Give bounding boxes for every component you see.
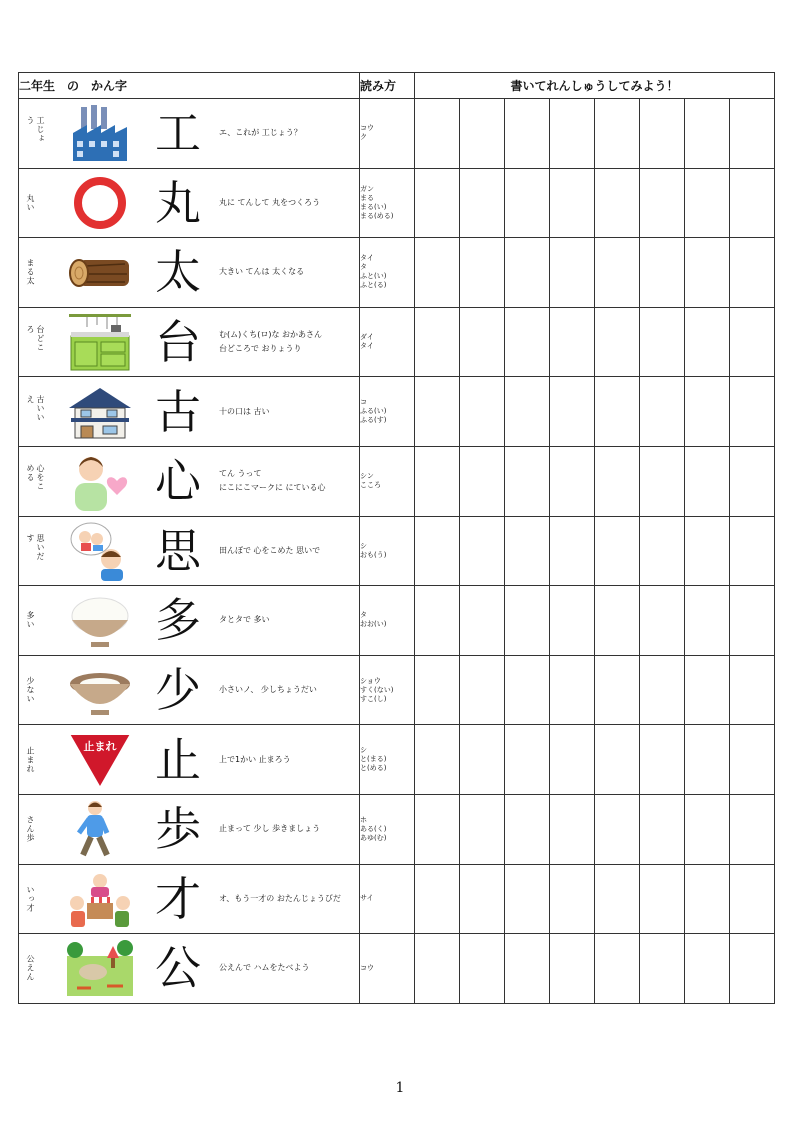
practice-box[interactable] xyxy=(640,99,685,169)
practice-box[interactable] xyxy=(415,446,460,516)
practice-box[interactable] xyxy=(415,934,460,1004)
kanji-table xyxy=(18,72,775,1004)
practice-box[interactable] xyxy=(640,238,685,308)
readings-cell xyxy=(360,307,415,377)
practice-box[interactable] xyxy=(505,864,550,934)
practice-box[interactable] xyxy=(460,516,505,586)
example-word: いっ才 xyxy=(26,885,35,913)
example-word: 古いいえ xyxy=(26,394,45,422)
sentence-line: エ、これが 工じょう？ xyxy=(219,128,302,138)
readings-cell xyxy=(360,168,415,238)
practice-box[interactable] xyxy=(505,725,550,795)
kanji-info-cell xyxy=(19,446,360,516)
readings-cell xyxy=(360,864,415,934)
practice-box[interactable] xyxy=(730,864,775,934)
practice-box[interactable] xyxy=(685,586,730,656)
reading: おも(う) xyxy=(360,550,387,559)
kanji-row xyxy=(19,238,775,308)
reading: タ xyxy=(360,263,367,272)
kanji-row xyxy=(19,99,775,169)
kanji-character: 才 xyxy=(155,871,201,926)
practice-box[interactable] xyxy=(595,238,640,308)
practice-box[interactable] xyxy=(505,99,550,169)
stop-sign-icon xyxy=(67,730,133,790)
reading: ある(く) xyxy=(360,824,387,833)
practice-box[interactable] xyxy=(685,446,730,516)
practice-box[interactable] xyxy=(550,307,595,377)
readings-cell xyxy=(360,934,415,1004)
full-rice-bowl-icon xyxy=(67,590,133,650)
kanji-info-cell xyxy=(19,934,360,1004)
practice-box[interactable] xyxy=(730,377,775,447)
readings-cell xyxy=(360,238,415,308)
kanji-row xyxy=(19,655,775,725)
readings-cell xyxy=(360,586,415,656)
example-word: 公えん xyxy=(26,954,35,982)
sentence-line: 田んぼで 心をこめた 思いで xyxy=(219,545,321,555)
reading: ふる(す) xyxy=(360,416,387,425)
kanji-character: 工 xyxy=(155,106,201,161)
practice-box[interactable] xyxy=(460,99,505,169)
kanji-row xyxy=(19,934,775,1004)
thinking-kids-icon xyxy=(67,521,133,581)
practice-box[interactable] xyxy=(640,794,685,864)
readings-cell xyxy=(360,794,415,864)
reading: あゆ(む) xyxy=(360,833,387,842)
practice-box[interactable] xyxy=(730,516,775,586)
practice-box[interactable] xyxy=(640,168,685,238)
readings-cell xyxy=(360,725,415,795)
reading: すこ(し) xyxy=(360,694,387,703)
practice-box[interactable] xyxy=(460,934,505,1004)
practice-box[interactable] xyxy=(505,307,550,377)
example-word: 多い xyxy=(26,611,35,630)
practice-box[interactable] xyxy=(460,168,505,238)
reading: シ xyxy=(360,746,367,755)
sentence-line: にこにこマークに にている心 xyxy=(219,483,326,493)
practice-box[interactable] xyxy=(730,238,775,308)
practice-box[interactable] xyxy=(730,725,775,795)
kanji-row xyxy=(19,586,775,656)
practice-box[interactable] xyxy=(505,655,550,725)
reading: ダイ xyxy=(360,333,374,342)
sentence-line: 小さいノ、 少しちょうだい xyxy=(219,685,317,695)
practice-box[interactable] xyxy=(685,655,730,725)
mnemonic-sentence xyxy=(219,961,310,975)
reading: サイ xyxy=(360,894,374,903)
reading: と(める) xyxy=(360,764,387,773)
practice-box[interactable] xyxy=(685,99,730,169)
practice-box[interactable] xyxy=(595,377,640,447)
example-word: まる太 xyxy=(26,258,35,286)
practice-box[interactable] xyxy=(550,864,595,934)
mnemonic-sentence xyxy=(219,328,322,356)
reading: と(まる) xyxy=(360,755,387,764)
practice-box[interactable] xyxy=(415,377,460,447)
practice-box[interactable] xyxy=(550,99,595,169)
sentence-line: 大きい てんは 太くなる xyxy=(219,267,305,277)
example-word: 思いだす xyxy=(26,533,45,561)
kanji-info-cell xyxy=(19,794,360,864)
reading: タイ xyxy=(360,342,374,351)
reading: すく(ない) xyxy=(360,685,394,694)
kanji-row xyxy=(19,516,775,586)
reading: シン xyxy=(360,472,374,481)
practice-box[interactable] xyxy=(550,934,595,1004)
practice-box[interactable] xyxy=(640,725,685,795)
practice-box[interactable] xyxy=(505,934,550,1004)
kanji-info-cell xyxy=(19,238,360,308)
practice-box[interactable] xyxy=(685,934,730,1004)
kanji-character: 丸 xyxy=(155,175,201,230)
reading: こころ xyxy=(360,481,381,490)
practice-box[interactable] xyxy=(460,238,505,308)
practice-box[interactable] xyxy=(415,655,460,725)
mnemonic-sentence xyxy=(219,126,302,140)
practice-box[interactable] xyxy=(550,446,595,516)
reading: ふと(る) xyxy=(360,281,387,290)
reading: まる(める) xyxy=(360,211,394,220)
reading: コウ xyxy=(360,124,374,133)
practice-box[interactable] xyxy=(595,934,640,1004)
reading: おお(い) xyxy=(360,620,387,629)
practice-box[interactable] xyxy=(595,655,640,725)
practice-box[interactable] xyxy=(415,864,460,934)
practice-box[interactable] xyxy=(415,516,460,586)
practice-box[interactable] xyxy=(415,586,460,656)
practice-box[interactable] xyxy=(595,586,640,656)
readings-cell xyxy=(360,377,415,447)
kanji-info-cell xyxy=(19,307,360,377)
practice-box[interactable] xyxy=(550,794,595,864)
practice-box[interactable] xyxy=(505,794,550,864)
practice-box[interactable] xyxy=(730,99,775,169)
kanji-character: 歩 xyxy=(155,802,201,857)
practice-box[interactable] xyxy=(460,725,505,795)
example-word: 心をこめる xyxy=(26,464,45,492)
sentence-line: タとタで 多い xyxy=(219,615,270,625)
mnemonic-sentence xyxy=(219,405,270,419)
example-word: さん歩 xyxy=(26,815,35,843)
practice-box[interactable] xyxy=(460,794,505,864)
example-word: 丸い xyxy=(26,193,35,212)
kanji-character: 止 xyxy=(155,732,201,787)
practice-box[interactable] xyxy=(505,516,550,586)
example-word: 少ない xyxy=(26,676,35,704)
reading: まる(い) xyxy=(360,202,387,211)
log-icon xyxy=(67,242,133,302)
reading: タイ xyxy=(360,254,374,263)
kanji-row xyxy=(19,446,775,516)
reading: ホ xyxy=(360,815,367,824)
practice-box[interactable] xyxy=(685,168,730,238)
page-number: 1 xyxy=(395,1080,405,1096)
practice-box[interactable] xyxy=(505,446,550,516)
kanji-info-cell xyxy=(19,655,360,725)
practice-box[interactable] xyxy=(595,446,640,516)
kanji-row xyxy=(19,307,775,377)
practice-box[interactable] xyxy=(640,655,685,725)
house-icon xyxy=(67,382,133,442)
ring-icon xyxy=(67,173,133,233)
header-row xyxy=(19,73,775,99)
practice-box[interactable] xyxy=(550,586,595,656)
reading: ガン xyxy=(360,184,374,193)
practice-box[interactable] xyxy=(640,864,685,934)
practice-box[interactable] xyxy=(730,586,775,656)
reading: ふる(い) xyxy=(360,407,387,416)
practice-box[interactable] xyxy=(415,168,460,238)
practice-box[interactable] xyxy=(595,864,640,934)
practice-column-title: 書いてれんしゅうしてみよう！ xyxy=(415,73,775,99)
kanji-character: 少 xyxy=(155,663,201,718)
mnemonic-sentence xyxy=(219,265,304,279)
small-rice-bowl-icon xyxy=(67,660,133,720)
practice-box[interactable] xyxy=(595,794,640,864)
walking-man-icon xyxy=(67,799,133,859)
practice-box[interactable] xyxy=(505,168,550,238)
practice-box[interactable] xyxy=(460,446,505,516)
kanji-row xyxy=(19,168,775,238)
practice-box[interactable] xyxy=(505,586,550,656)
practice-box[interactable] xyxy=(415,725,460,795)
readings-cell xyxy=(360,99,415,169)
readings-cell xyxy=(360,516,415,586)
practice-box[interactable] xyxy=(640,934,685,1004)
kanji-worksheet xyxy=(18,72,774,1004)
practice-box[interactable] xyxy=(550,168,595,238)
sentence-line: てん うって xyxy=(219,469,262,479)
sentence-line: オ、もう一才の おたんじょうびだ xyxy=(219,893,341,903)
practice-box[interactable] xyxy=(685,725,730,795)
practice-box[interactable] xyxy=(595,99,640,169)
reading: コウ xyxy=(360,963,374,972)
heart-person-icon xyxy=(67,451,133,511)
practice-box[interactable] xyxy=(505,377,550,447)
kanji-character: 台 xyxy=(155,315,201,370)
mnemonic-sentence xyxy=(219,892,341,906)
sentence-line: 丸に てんして 丸をつくろう xyxy=(219,197,321,207)
kanji-info-cell xyxy=(19,586,360,656)
example-word: 台どころ xyxy=(26,324,45,352)
mnemonic-sentence xyxy=(219,683,317,697)
svg-text:止まれ: 止まれ xyxy=(83,739,117,753)
readings-cell xyxy=(360,655,415,725)
practice-box[interactable] xyxy=(415,99,460,169)
mnemonic-sentence xyxy=(219,196,320,210)
mnemonic-sentence xyxy=(219,822,320,836)
practice-box[interactable] xyxy=(685,307,730,377)
practice-box[interactable] xyxy=(595,307,640,377)
practice-box[interactable] xyxy=(730,446,775,516)
kanji-character: 多 xyxy=(155,593,201,648)
sentence-line: 十の口は 古い xyxy=(219,406,270,416)
practice-box[interactable] xyxy=(550,377,595,447)
reading: まる xyxy=(360,193,374,202)
sentence-line: む(ム)くち(ロ)な おかあさん xyxy=(219,330,323,340)
practice-box[interactable] xyxy=(730,307,775,377)
practice-box[interactable] xyxy=(460,655,505,725)
practice-box[interactable] xyxy=(640,307,685,377)
practice-box[interactable] xyxy=(685,516,730,586)
practice-box[interactable] xyxy=(460,586,505,656)
kitchen-icon xyxy=(67,312,133,372)
kanji-character: 古 xyxy=(155,384,201,439)
birthday-icon xyxy=(67,869,133,929)
practice-box[interactable] xyxy=(640,586,685,656)
example-word: 工じょう xyxy=(26,116,45,144)
practice-box[interactable] xyxy=(550,516,595,586)
sentence-line: 上で1かい 止まろう xyxy=(219,754,291,764)
reading: シ xyxy=(360,541,367,550)
practice-box[interactable] xyxy=(460,377,505,447)
kanji-info-cell xyxy=(19,99,360,169)
reading: ふと(い) xyxy=(360,272,387,281)
sentence-line: 台どころで おりょうり xyxy=(219,344,302,354)
practice-box[interactable] xyxy=(460,864,505,934)
practice-box[interactable] xyxy=(595,516,640,586)
sentence-line: 止まって 少し 歩きましょう xyxy=(219,824,321,834)
practice-box[interactable] xyxy=(550,238,595,308)
kanji-character: 公 xyxy=(155,941,201,996)
reading: タ xyxy=(360,611,367,620)
practice-box[interactable] xyxy=(415,307,460,377)
practice-box[interactable] xyxy=(550,655,595,725)
kanji-column-title: 二年生 の かん字 xyxy=(19,73,360,99)
practice-box[interactable] xyxy=(595,168,640,238)
practice-box[interactable] xyxy=(730,934,775,1004)
kanji-info-cell xyxy=(19,864,360,934)
practice-box[interactable] xyxy=(730,794,775,864)
practice-box[interactable] xyxy=(640,446,685,516)
reading: コ xyxy=(360,398,367,407)
kanji-info-cell xyxy=(19,377,360,447)
mnemonic-sentence xyxy=(219,467,326,495)
practice-box[interactable] xyxy=(685,864,730,934)
practice-box[interactable] xyxy=(415,794,460,864)
kanji-info-cell xyxy=(19,168,360,238)
practice-box[interactable] xyxy=(685,794,730,864)
practice-box[interactable] xyxy=(685,238,730,308)
reading: ショウ xyxy=(360,676,381,685)
practice-box[interactable] xyxy=(730,655,775,725)
practice-box[interactable] xyxy=(460,307,505,377)
practice-box[interactable] xyxy=(595,725,640,795)
example-word: 止まれ xyxy=(26,746,35,774)
kanji-row xyxy=(19,864,775,934)
mnemonic-sentence xyxy=(219,613,270,627)
mnemonic-sentence xyxy=(219,753,291,767)
kanji-character: 心 xyxy=(155,454,201,509)
practice-box[interactable] xyxy=(640,377,685,447)
factory-icon xyxy=(67,103,133,163)
practice-box[interactable] xyxy=(550,725,595,795)
kanji-row xyxy=(19,377,775,447)
kanji-info-cell xyxy=(19,516,360,586)
readings-cell xyxy=(360,446,415,516)
reading: ク xyxy=(360,133,367,142)
kanji-row xyxy=(19,725,775,795)
practice-box[interactable] xyxy=(640,516,685,586)
practice-box[interactable] xyxy=(685,377,730,447)
reading-column-title: 読み方 xyxy=(360,73,415,99)
kanji-character: 思 xyxy=(155,523,201,578)
sentence-line: 公えんで ハムをたべよう xyxy=(219,963,310,973)
park-icon xyxy=(67,938,133,998)
practice-box[interactable] xyxy=(730,168,775,238)
kanji-character: 太 xyxy=(155,245,201,300)
mnemonic-sentence xyxy=(219,544,320,558)
practice-box[interactable] xyxy=(415,238,460,308)
kanji-row xyxy=(19,794,775,864)
practice-box[interactable] xyxy=(505,238,550,308)
kanji-info-cell xyxy=(19,725,360,795)
